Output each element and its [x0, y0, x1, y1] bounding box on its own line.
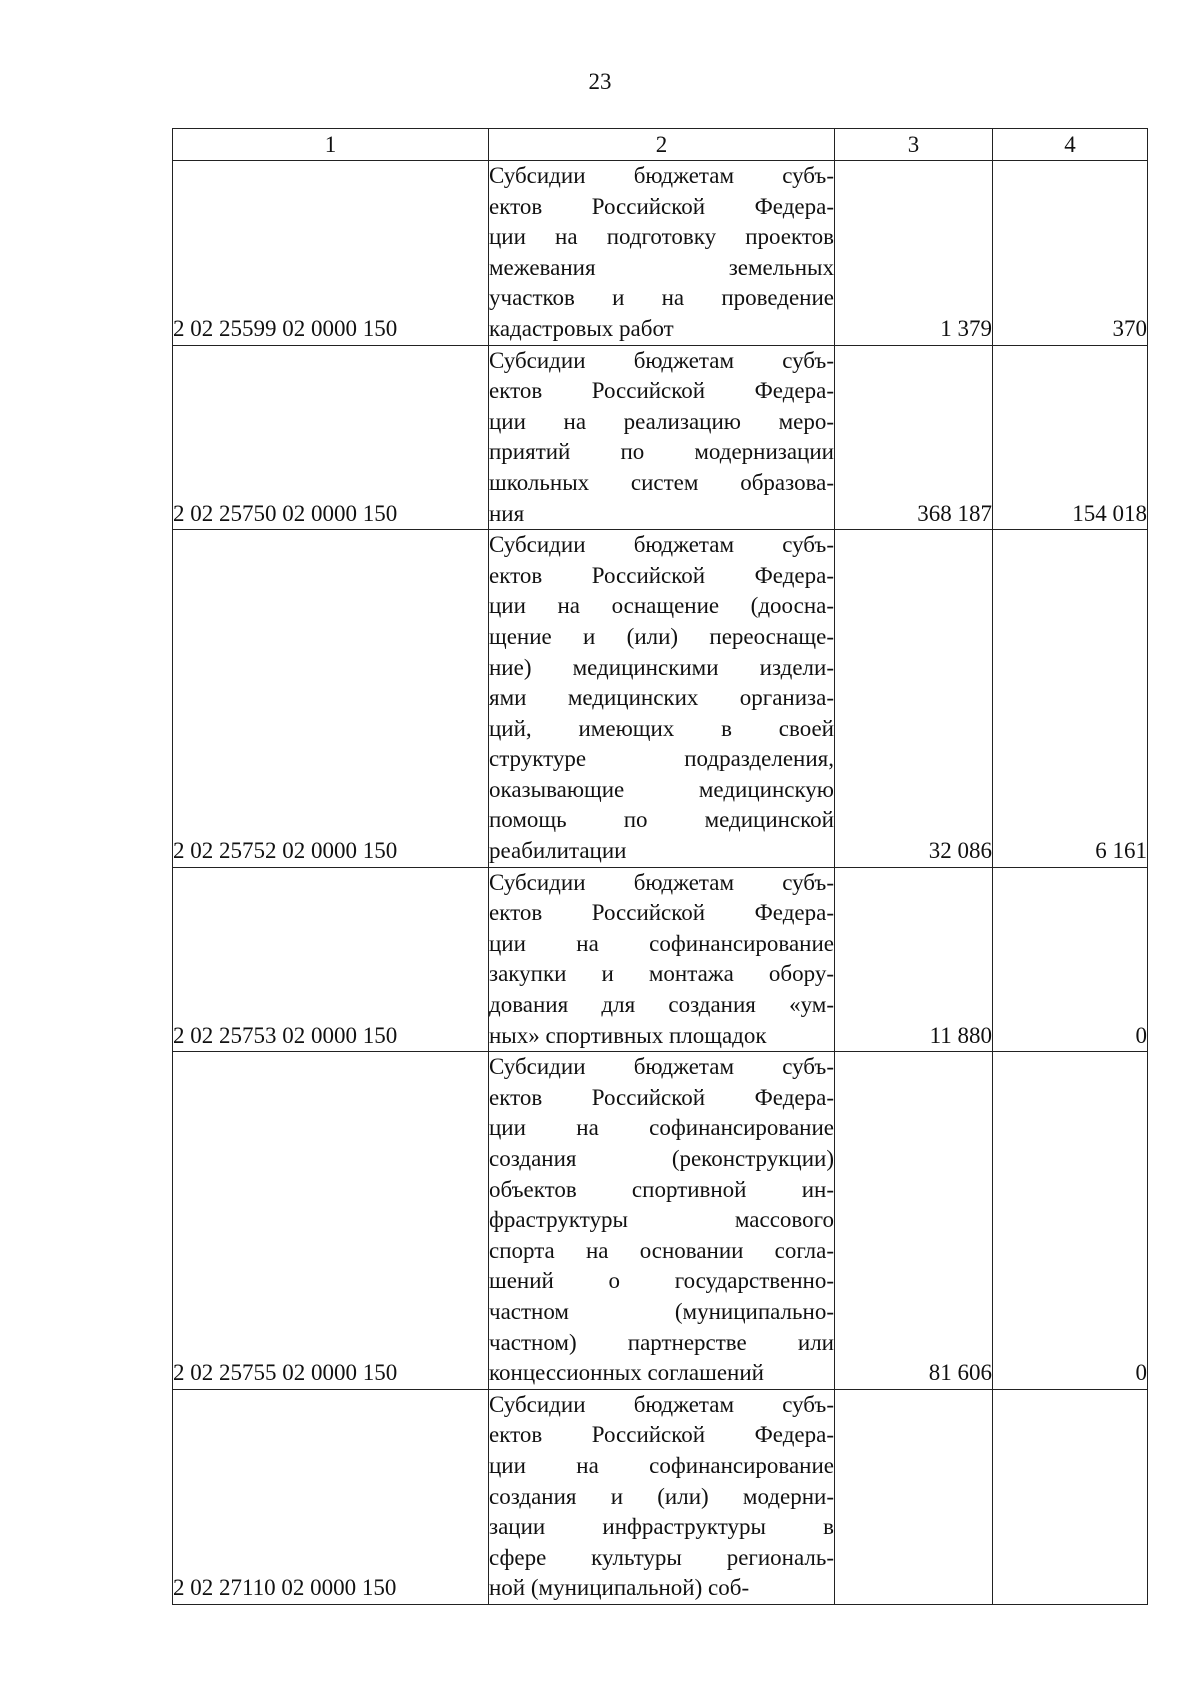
description-cell [489, 161, 835, 346]
budget-table [172, 128, 1148, 1605]
description-cell [489, 1389, 835, 1604]
description-line: создания и (или) модерни- [489, 1483, 834, 1509]
amount-col3-cell: 11 880 [835, 867, 993, 1052]
column-header: 4 [993, 129, 1148, 161]
budget-code-cell: 2 02 25755 02 0000 150 [173, 1052, 489, 1390]
description-line: Субсидии бюджетам субъ- [489, 869, 834, 895]
description-line: ние) медицинскими издели- [489, 654, 834, 680]
page-number: 23 [588, 69, 612, 94]
description-line: ций, имеющих в своей [489, 715, 834, 741]
description-line: фраструктуры массового [489, 1207, 834, 1233]
description-cell [489, 867, 835, 1052]
amount-col3-cell: 1 379 [835, 161, 993, 346]
description-line: Субсидии бюджетам субъ- [489, 1391, 834, 1417]
description-cell [489, 345, 835, 530]
description-line: школьных систем образова- [489, 469, 834, 495]
column-header: 2 [489, 129, 835, 161]
amount-col4-cell: 370 [993, 161, 1148, 346]
table-row [173, 345, 1148, 530]
description-line: реабилитации [489, 838, 627, 864]
description-line: ния [489, 500, 525, 526]
budget-code-cell: 2 02 25599 02 0000 150 [173, 161, 489, 346]
description-line: помощь по медицинской [489, 807, 834, 833]
table-body [173, 161, 1148, 1605]
amount-col4-cell [993, 1389, 1148, 1604]
description-line: Субсидии бюджетам субъ- [489, 163, 834, 188]
description-line: ектов Российской Федера- [489, 1422, 834, 1448]
description-line: Субсидии бюджетам субъ- [489, 1054, 834, 1080]
description-line: Субсидии бюджетам субъ- [489, 347, 834, 373]
table-row [173, 1389, 1148, 1604]
amount-col4-cell: 0 [993, 1052, 1148, 1390]
description-line: Субсидии бюджетам субъ- [489, 532, 834, 558]
table-row [173, 1052, 1148, 1390]
description-line: структуре подразделения, [489, 746, 834, 772]
amount-col4-cell: 0 [993, 867, 1148, 1052]
description-line: дования для создания «ум- [489, 992, 834, 1018]
description-line: ции на софинансирование [489, 930, 834, 956]
description-line: ектов Российской Федера- [489, 378, 834, 404]
amount-col4-cell: 6 161 [993, 530, 1148, 868]
description-line: ции на софинансирование [489, 1115, 834, 1141]
description-line: объектов спортивной ин- [489, 1176, 834, 1202]
budget-code-cell: 2 02 25753 02 0000 150 [173, 867, 489, 1052]
description-line: ями медицинских организа- [489, 685, 834, 711]
description-line: зации инфраструктуры в [489, 1514, 834, 1540]
amount-col4-cell: 154 018 [993, 345, 1148, 530]
description-line: шений о государственно- [489, 1268, 834, 1294]
table-header-row [173, 129, 1148, 161]
description-line: ции на подготовку проектов [489, 224, 834, 250]
description-line: концессионных соглашений [489, 1360, 764, 1386]
column-header: 1 [173, 129, 489, 161]
description-line: ции на оснащение (доосна- [489, 593, 834, 619]
table-row [173, 867, 1148, 1052]
description-line: ных» спортивных площадок [489, 1022, 767, 1048]
description-line: щение и (или) переоснаще- [489, 623, 834, 649]
description-line: частном) партнерстве или [489, 1329, 834, 1355]
table-row [173, 161, 1148, 346]
amount-col3-cell: 368 187 [835, 345, 993, 530]
budget-code-cell: 2 02 25752 02 0000 150 [173, 530, 489, 868]
budget-code-cell: 2 02 25750 02 0000 150 [173, 345, 489, 530]
description-line: межевания земельных [489, 254, 834, 280]
description-line: создания (реконструкции) [489, 1146, 834, 1171]
description-line: оказывающие медицинскую [489, 776, 834, 802]
description-line: кадастровых работ [489, 315, 674, 341]
description-line: закупки и монтажа обору- [489, 961, 834, 987]
amount-col3-cell [835, 1389, 993, 1604]
table-row [173, 530, 1148, 868]
description-line: ции на реализацию меро- [489, 408, 834, 434]
description-line: ектов Российской Федера- [489, 900, 834, 926]
description-line: ектов Российской Федера- [489, 193, 834, 219]
amount-col3-cell: 32 086 [835, 530, 993, 868]
description-line: спорта на основании согла- [489, 1237, 834, 1263]
amount-col3-cell: 81 606 [835, 1052, 993, 1390]
description-line: участков и на проведение [489, 285, 834, 311]
description-line: ции на софинансирование [489, 1452, 834, 1478]
budget-code-cell: 2 02 27110 02 0000 150 [173, 1389, 489, 1604]
description-line: частном (муниципально- [489, 1298, 834, 1324]
description-line: ектов Российской Федера- [489, 562, 834, 588]
description-line: сфере культуры региональ- [489, 1544, 834, 1570]
description-cell [489, 1052, 835, 1390]
description-cell [489, 530, 835, 868]
description-line: ектов Российской Федера- [489, 1084, 834, 1110]
description-line: ной (муниципальной) соб- [489, 1575, 750, 1601]
description-line: приятий по модернизации [489, 439, 834, 465]
column-header: 3 [835, 129, 993, 161]
